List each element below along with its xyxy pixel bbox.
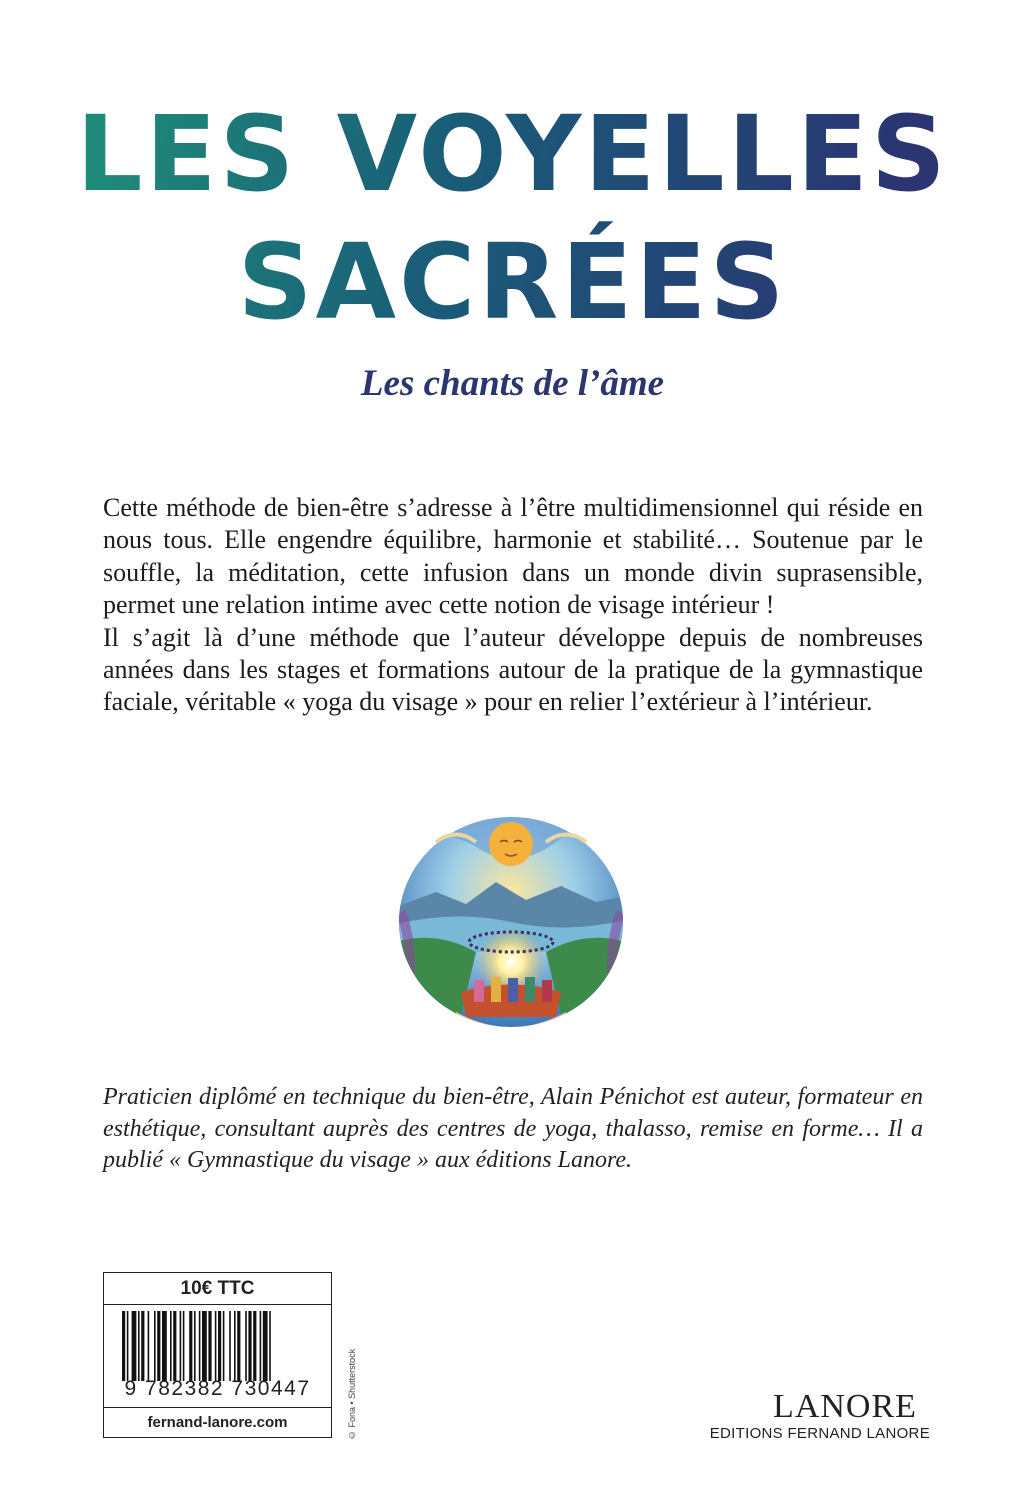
description-paragraph: Cette méthode de bien-être s’adresse à l’être multidimensionnel qui réside en nous tous. Elle engendre équilibre, harmonie et stabilité… Soutenue par le souffle, la méditation, cette infusion dans un monde divin suprasensible, permet une relation intime avec cette notion de visage intérieur ! [103, 493, 923, 620]
book-subtitle: Les chants de l’âme [360, 363, 665, 404]
barcode-bar [183, 1311, 185, 1381]
barcode-bar [154, 1311, 156, 1381]
barcode-bar [122, 1311, 125, 1381]
barcode-bar [260, 1311, 262, 1381]
barcode-bar [234, 1311, 236, 1381]
barcode-bar [245, 1311, 247, 1381]
barcode-bar [148, 1311, 150, 1381]
publisher-website: fernand-lanore.com [104, 1407, 331, 1437]
description-paragraph: Il s’agit là d’une méthode que l’auteur développe depuis de nombreuses années dans les stages et formations autour de la pratique de la gymnastique faciale, véritable « yoga du visage » pour en relier l’extérieur à l’intérieur. [103, 622, 923, 717]
barcode-bar [218, 1311, 221, 1381]
barcode-box [103, 1272, 332, 1438]
cover-illustration [396, 812, 626, 1037]
image-credit: © Fona • Shutterstock [347, 1348, 357, 1440]
book-title-line2: SACRÉES [237, 221, 788, 343]
barcode-bar [229, 1311, 231, 1381]
barcode-bar [253, 1311, 256, 1381]
publisher-logo: LANORE [773, 1388, 917, 1425]
barcode-bar [173, 1311, 176, 1381]
barcode-bar [237, 1311, 240, 1381]
barcode-bar [208, 1311, 211, 1381]
barcode-bar [199, 1311, 201, 1381]
barcode-bar [223, 1311, 225, 1381]
barcode-bar [127, 1311, 129, 1381]
barcode-bar [269, 1311, 271, 1381]
barcode-bar [141, 1311, 144, 1381]
barcode-bar [248, 1311, 251, 1381]
barcode-bar [170, 1311, 172, 1381]
barcode [122, 1311, 318, 1381]
publisher-name: EDITIONS FERNAND LANORE [709, 1425, 930, 1442]
isbn-number: 9 782382 730447 [124, 1377, 311, 1400]
barcode-bar [194, 1311, 196, 1381]
barcode-bar [138, 1311, 140, 1381]
barcode-bar [132, 1311, 137, 1381]
barcode-bar [263, 1311, 268, 1381]
price-label: 10€ TTC [104, 1273, 331, 1305]
barcode-bar [180, 1311, 182, 1381]
barcode-bar [157, 1311, 160, 1381]
barcode-bar [189, 1311, 192, 1381]
author-bio: Praticien diplômé en technique du bien-être, Alain Pénichot est auteur, formateur en esthétique, consultant auprès des centres de yoga, thalasso, remise en forme… Il a publié « Gymnastique du visage » aux éditions Lanore. [103, 1084, 923, 1173]
barcode-bar [162, 1311, 167, 1381]
book-description [103, 492, 923, 719]
book-title-line1: LES VOYELLES [76, 93, 949, 215]
barcode-bar [202, 1311, 207, 1381]
book-title [0, 90, 1025, 346]
barcode-bar [215, 1311, 217, 1381]
